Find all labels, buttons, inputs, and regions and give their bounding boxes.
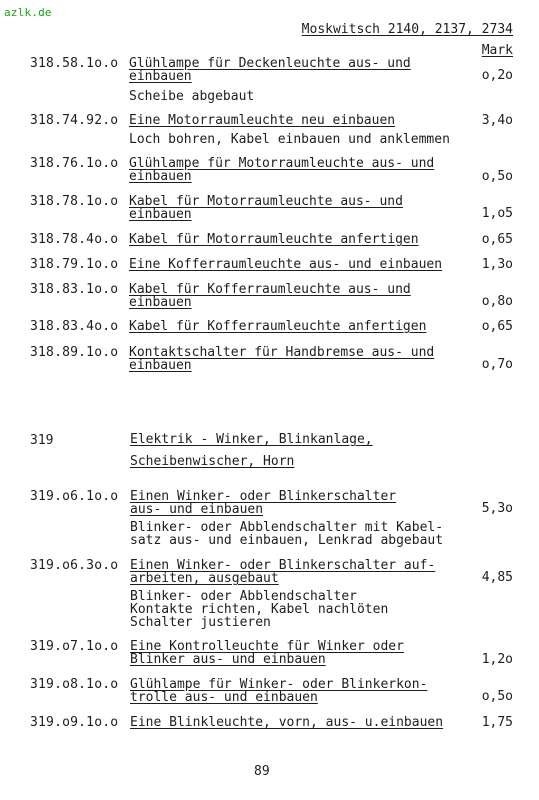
section-title-line: Elektrik - Winker, Blinkanlage, (130, 432, 373, 447)
entry-code: 318.83.1o.o (30, 282, 119, 297)
entry-code: 318.76.1o.o (30, 156, 119, 171)
entry-code: 319.o9.1o.o (30, 715, 119, 730)
section-title-line: Scheibenwischer, Horn (130, 454, 295, 469)
entry-title: Eine Blinkleuchte, vorn, aus- u.einbauen (130, 715, 444, 730)
section-title (130, 429, 373, 473)
entry-title: Kontaktschalter für Handbremse aus- und einbauen (129, 345, 435, 373)
entry-price: o,5o (481, 689, 513, 704)
entry-title: Einen Winker- oder Blinkerschalter aus- und einbauen (130, 489, 397, 517)
entry-code: 318.58.1o.o (30, 56, 119, 71)
entry-price: o,2o (481, 68, 513, 83)
vehicle-model-header: Moskwitsch 2140, 2137, 2734 (301, 22, 513, 37)
entry-title: Eine Kontrolleuchte für Winker oder Blinker aus- und einbauen (130, 639, 404, 667)
currency-column-header: Mark (481, 43, 513, 58)
entry-title: Kabel für Motorraumleuchte aus- und einbauen (129, 194, 403, 222)
entry-title: Eine Kofferraumleuchte aus- und einbauen (129, 257, 443, 272)
entry-note: Blinker- oder Abblendschalter Kontakte richten, Kabel nachlöten Schalter justieren (130, 589, 389, 630)
page-number: 89 (254, 764, 270, 779)
entry-title: Kabel für Kofferraumleuchte aus- und einbauen (129, 282, 411, 310)
entry-title: Einen Winker- oder Blinkerschalter auf- arbeiten, ausgebaut (130, 558, 436, 586)
entry-code: 319.o7.1o.o (30, 639, 119, 654)
entry-code: 318.79.1o.o (30, 257, 119, 272)
entry-title: Glühlampe für Deckenleuchte aus- und einbauen (129, 56, 411, 84)
entry-title: Kabel für Kofferraumleuchte anfertigen (129, 319, 427, 334)
entry-code: 319.o8.1o.o (30, 677, 119, 692)
entry-title: Glühlampe für Motorraumleuchte aus- und einbauen (129, 156, 435, 184)
entry-price: 3,4o (481, 113, 513, 128)
entry-price: 1,2o (481, 652, 513, 667)
entry-code: 319.o6.3o.o (30, 558, 119, 573)
section-code: 319 (30, 433, 54, 448)
watermark-text: azlk.de (4, 6, 52, 19)
entry-title: Eine Motorraumleuchte neu einbauen (129, 113, 396, 128)
entry-note: Loch bohren, Kabel einbauen und anklemmen (129, 132, 450, 147)
entry-price: o,65 (481, 319, 513, 334)
entry-title: Kabel für Motorraumleuchte anfertigen (129, 232, 419, 247)
entry-price: 1,75 (481, 715, 513, 730)
entry-code: 318.83.4o.o (30, 319, 119, 334)
entry-note: Blinker- oder Abblendschalter mit Kabel- satz aus- und einbauen, Lenkrad abgebaut (130, 520, 444, 548)
entry-price: o,5o (481, 169, 513, 184)
entry-price: 1,o5 (481, 206, 513, 221)
entry-code: 318.74.92.o (30, 113, 119, 128)
entry-note: Scheibe abgebaut (129, 89, 255, 104)
entry-price: 4,85 (481, 570, 513, 585)
entry-code: 318.89.1o.o (30, 345, 119, 360)
entry-price: o,8o (481, 294, 513, 309)
entry-code: 318.78.1o.o (30, 194, 119, 209)
entry-price: 5,3o (481, 501, 513, 516)
entry-code: 318.78.4o.o (30, 232, 119, 247)
entry-price: o,65 (481, 232, 513, 247)
entry-code: 319.o6.1o.o (30, 489, 119, 504)
entry-title: Glühlampe für Winker- oder Blinkerkon- trolle aus- und einbauen (130, 677, 428, 705)
entry-price: o,7o (481, 357, 513, 372)
entry-price: 1,3o (481, 257, 513, 272)
